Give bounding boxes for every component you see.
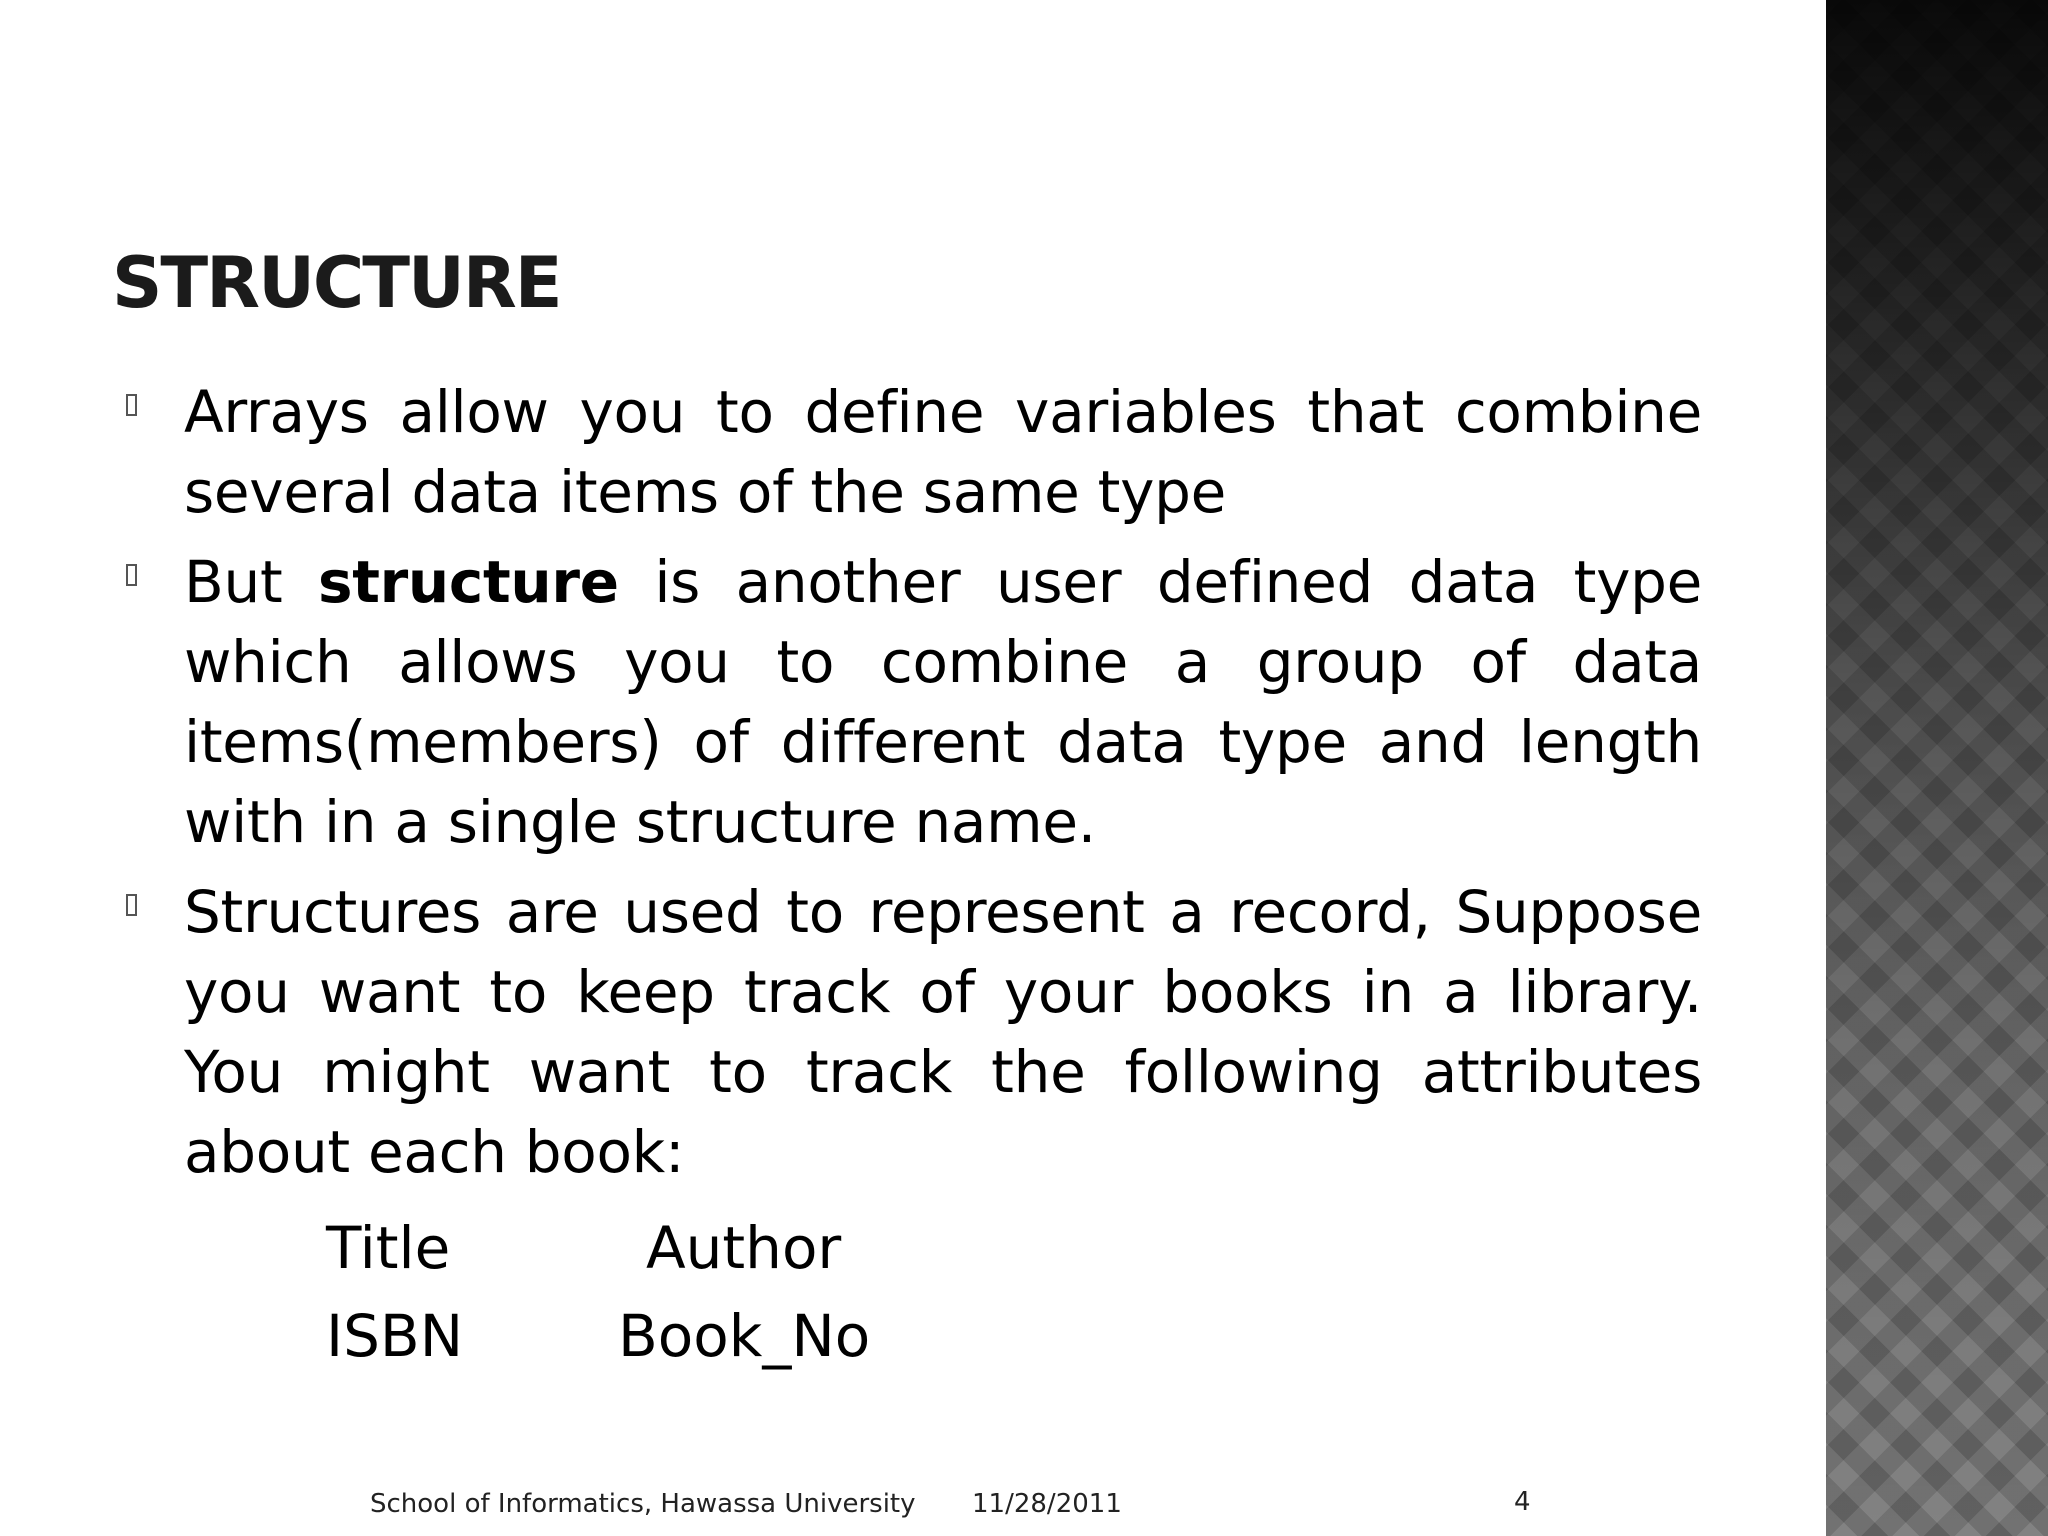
bullet-list <box>126 372 1702 1202</box>
bullet-box-icon <box>126 564 137 586</box>
attribute-author: Author <box>646 1214 842 1282</box>
footer-school: School of Informatics, Hawassa University <box>370 1489 916 1519</box>
footer-page-number: 4 <box>1514 1487 1531 1517</box>
footer-date: 11/28/2011 <box>972 1489 1122 1519</box>
bullet-text-post: is another user defined data type which allows you to combine a group of data items(members) of different data type and length with in a single structure name. <box>184 548 1703 856</box>
bullet-item <box>126 372 1702 532</box>
attribute-isbn: ISBN <box>326 1302 464 1370</box>
bullet-box-icon <box>126 894 137 916</box>
bullet-text <box>184 542 1702 862</box>
bullet-item <box>126 542 1702 862</box>
attribute-book-no: Book_No <box>618 1302 871 1370</box>
bullet-box-icon <box>126 394 137 416</box>
decorative-sidebar <box>1826 0 2048 1536</box>
bullet-text: Structures are used to represent a record, Suppose you want to keep track of your books in a library. You might want to track the following attributes about each book: <box>184 878 1702 1186</box>
slide-title: STRUCTURE <box>112 242 561 324</box>
bullet-text-pre: But <box>184 548 318 616</box>
bullet-text: Arrays allow you to define variables that combine several data items of the same type <box>184 378 1702 526</box>
bullet-item <box>126 872 1702 1192</box>
bullet-text-bold: structure <box>317 548 619 616</box>
attribute-title: Title <box>326 1214 451 1282</box>
